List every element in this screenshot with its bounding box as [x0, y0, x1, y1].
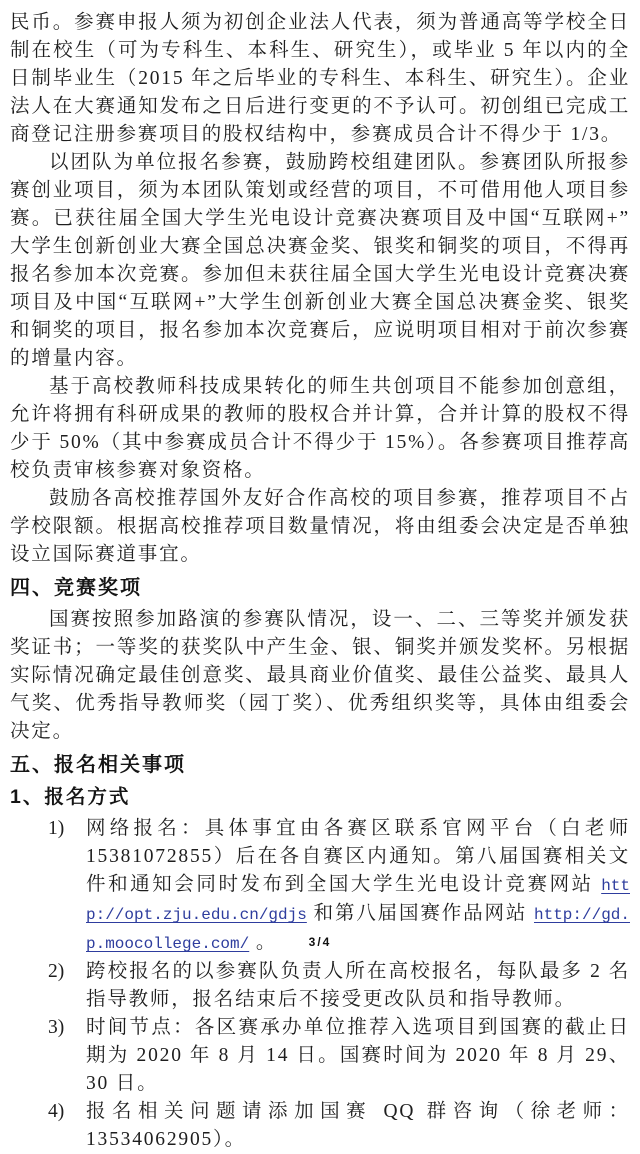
body-paragraph-awards: 国赛按照参加路演的参赛队情况，设一、二、三等奖并颁发获奖证书；一等奖的获奖队中产生金、银、铜奖并颁发奖杯。另根据实际情况确定最佳创意奖、最具商业价值奖、最佳公益奖、最具人气奖、优秀指导教师奖（园丁奖）、优秀组织奖等，具体由组委会决定。 [10, 609, 630, 742]
section-heading-registration: 五、报名相关事项 [10, 754, 186, 776]
list-item-text-segment: 和第八届国赛作品网站 [306, 903, 534, 924]
body-paragraph-eligibility: 民币。参赛申报人须为初创企业法人代表，须为普通高等学校全日制在校生（可为专科生、本科生、研究生），或毕业 5 年以内的全日制毕业生（2015 年之后毕业的专科生、本科生、研究生）。企业法人在大赛通知发布之日后进行变更的不予认可。初创组已完成工商登记注册参赛项目的股权结构中，参赛成员合计不得少于 1/3。 [10, 12, 630, 145]
page-number: 3/4 [308, 935, 332, 949]
list-item-text: 时间节点：各区赛承办单位推荐入选项目到国赛的截止日期为 2020 年 8 月 14 日。国赛时间为 2020 年 8 月 29、30 日。 [86, 1017, 630, 1094]
body-paragraph-international-track: 鼓励各高校推荐国外友好合作高校的项目参赛，推荐项目不占学校限额。根据高校推荐项目数量情况，将由组委会决定是否单独设立国际赛道事宜。 [10, 488, 630, 565]
link-opt-competition-website[interactable]: http://opt.zju.edu.cn/gdjs [86, 877, 630, 924]
list-item-text-segment: 网络报名：具体事宜由各赛区联系官网平台（白老师 15381072855）后在各自赛区内通知。第八届国赛相关文件和通知会同时发布到全国大学生光电设计竞赛网站 [86, 818, 630, 895]
list-item-text: 报名相关问题请添加国赛 QQ 群咨询（徐老师：13534062905）。 [86, 1101, 630, 1150]
body-paragraph-teacher-projects: 基于高校教师科技成果转化的师生共创项目不能参加创意组，允许将拥有科研成果的教师的股权合并计算，合并计算的股权不得少于 50%（其中参赛成员合计不得少于 15%）。各参赛项目推荐高校负责审核参赛对象资格。 [10, 376, 630, 481]
list-item-number: 4) [48, 1101, 65, 1122]
list-item-number: 3) [48, 1017, 65, 1038]
section-heading-awards: 四、竞赛奖项 [10, 577, 142, 599]
registration-list [48, 815, 630, 1154]
list-item-qq-contact [48, 1098, 630, 1154]
body-paragraph-team-rules: 以团队为单位报名参赛，鼓励跨校组建团队。参赛团队所报参赛创业项目，须为本团队策划或经营的项目，不可借用他人项目参赛。已获往届全国大学生光电设计竞赛决赛项目及中国“互联网+”大学生创新创业大赛全国总决赛金奖、银奖和铜奖的项目，不得再报名参加本次竞赛。参加但未获往届全国大学生光电设计竞赛决赛项目及中国“互联网+”大学生创新创业大赛全国总决赛金奖、银奖和铜奖的项目，报名参加本次竞赛后，应说明项目相对于前次参赛的增量内容。 [10, 152, 630, 369]
list-item-text: 跨校报名的以参赛队负责人所在高校报名，每队最多 2 名指导教师，报名结束后不接受更改队员和指导教师。 [86, 961, 630, 1010]
list-item-text-segment: 。 [249, 932, 278, 953]
list-item-deadlines [48, 1014, 630, 1098]
subsection-heading-registration-method: 1、报名方式 [10, 786, 131, 808]
list-item-number: 2) [48, 961, 65, 982]
list-item-number: 1) [48, 818, 65, 839]
link-moocollege-website[interactable]: http://gd.p.moocollege.com/ [86, 906, 630, 953]
list-item-cross-school [48, 958, 630, 1014]
